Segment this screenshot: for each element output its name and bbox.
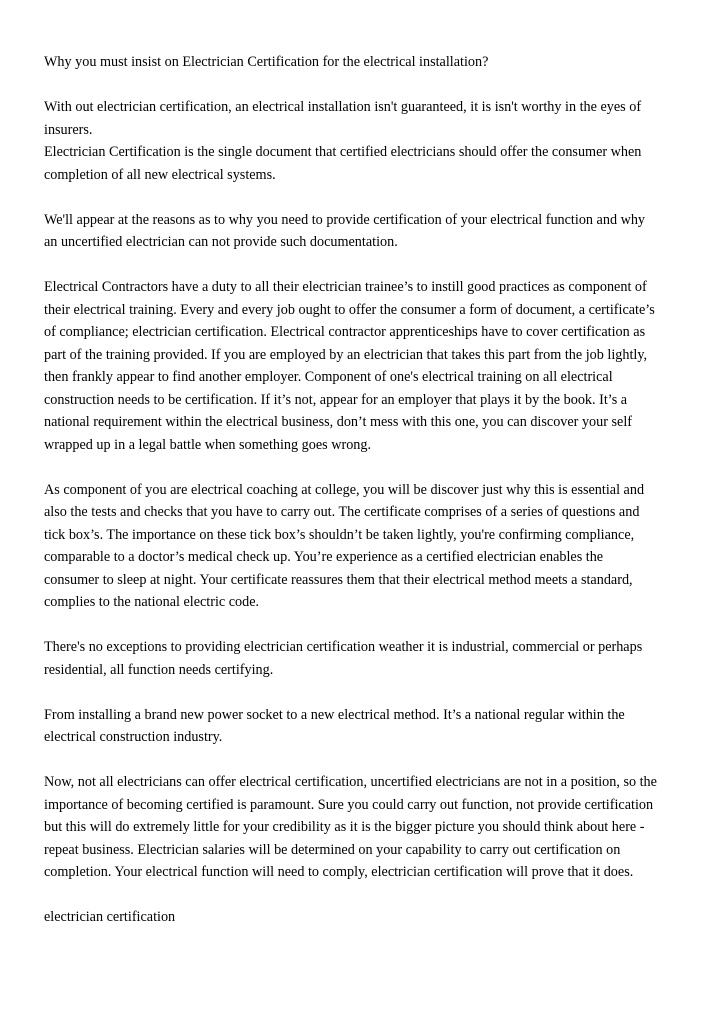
text-line: insurers. xyxy=(44,121,93,138)
text-line: comparable to a doctor’s medical check up. You’re experience as a certified electrician enables the xyxy=(44,549,604,565)
text-line: but this will do extremely little for your credibility as it is the bigger picture you should think about here - xyxy=(44,819,645,835)
text-line: electrical construction industry. xyxy=(44,729,223,745)
paragraph xyxy=(44,276,688,456)
text-line: Now, not all electricians can offer electrical certification, uncertified electricians are not in a position, so the xyxy=(44,774,657,790)
text-line: We'll appear at the reasons as to why you need to provide certification of your electrical function and why xyxy=(44,211,646,228)
text-line: There's no exceptions to providing electrician certification weather it is industrial, commercial or perhaps xyxy=(44,639,643,655)
text-line: residential, all function needs certifying. xyxy=(44,661,274,678)
text-line: From installing a brand new power socket to a new electrical method. It’s a national regular within the xyxy=(44,706,625,723)
text-line: their electrical training. Every and every job ought to offer the consumer a form of document, a certificate’s xyxy=(44,301,655,318)
text-line: also the tests and checks that you have to carry out. The certificate comprises of a series of questions and xyxy=(44,504,640,520)
text-line: an uncertified electrician can not provide such documentation. xyxy=(44,234,398,250)
paragraph xyxy=(44,96,688,186)
text-line: Electrical Contractors have a duty to all their electrician trainee’s to instill good practices as component of xyxy=(44,279,647,295)
paragraph xyxy=(44,771,688,884)
text-line: tick box’s. The importance on these tick box’s shouldn’t be taken lightly, you're confirming compliance, xyxy=(44,526,635,543)
text-line: wrapped up in a legal battle when something goes wrong. xyxy=(44,436,372,453)
text-line: complies to the national electric code. xyxy=(44,594,260,610)
text-line: electrician certification xyxy=(44,909,176,925)
document-body xyxy=(44,96,688,929)
paragraph xyxy=(44,704,688,749)
text-line: With out electrician certification, an electrical installation isn't guaranteed, it is isn't worthy in the eyes of xyxy=(44,99,642,115)
paragraph xyxy=(44,636,688,681)
text-line: construction needs to be certification. If it’s not, appear for an employer that plays it by the book. It’s a xyxy=(44,391,628,408)
paragraph xyxy=(44,479,688,614)
text-line: Electrician Certification is the single document that certified electricians should offer the consumer when xyxy=(44,144,642,160)
text-line: part of the training provided. If you are employed by an electrician that takes this part from the job lightly, xyxy=(44,346,648,363)
text-line: consumer to sleep at night. Your certificate reassures them that their electrical method meets a standard, xyxy=(44,571,633,588)
text-line: As component of you are electrical coaching at college, you will be discover just why this is essential and xyxy=(44,481,645,498)
document-title: Why you must insist on Electrician Certification for the electrical installation? xyxy=(44,54,489,70)
paragraph xyxy=(44,209,688,254)
text-line: completion of all new electrical systems. xyxy=(44,166,276,183)
text-line: importance of becoming certified is paramount. Sure you could carry out function, not provide certification xyxy=(44,796,654,813)
paragraph xyxy=(44,906,688,929)
text-line: repeat business. Electrician salaries will be determined on your capability to carry out certification on xyxy=(44,841,621,858)
text-line: completion. Your electrical function will need to comply, electrician certification will prove that it does. xyxy=(44,864,634,880)
text-line: national requirement within the electrical business, don’t mess with this one, you can discover your self xyxy=(44,414,632,430)
text-line: of compliance; electrician certification. Electrical contractor apprenticeships have to cover certification as xyxy=(44,324,646,340)
text-line: then frankly appear to find another employer. Component of one's electrical training on all electrical xyxy=(44,369,613,385)
